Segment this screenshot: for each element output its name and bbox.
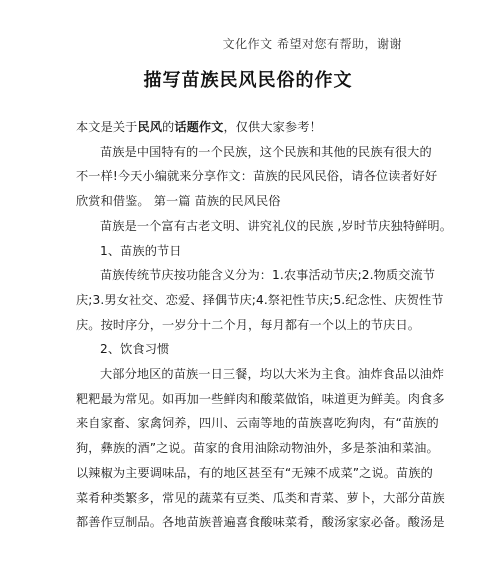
text-line: 2、饮食习惯 <box>100 342 170 357</box>
text-line: 苗族是一个富有古老文明、讲究礼仪的民族 ,岁时节庆独特鲜明。 <box>100 218 452 233</box>
intro-suffix: ，仅供大家参考！ <box>223 120 322 134</box>
text-line: 粑粑最为常见。如再加一些鲜肉和酸菜做馅，味道更为鲜美。肉食多 <box>76 391 445 406</box>
intro-mid: 的 <box>162 120 175 134</box>
paragraph-lines <box>76 140 452 535</box>
header-note: 文化作文 希望对您有帮助，谢谢 <box>222 37 402 51</box>
intro-prefix: 本文是关于 <box>76 120 138 134</box>
intro-topic: 话题作文 <box>174 120 224 134</box>
text-line: 庆。按时序分，一岁分十二个月，每月都有一个以上的节庆日。 <box>76 317 421 332</box>
text-line: 以辣椒为主要调味品，有的地区甚至有“无辣不成菜”之说。苗族的 <box>76 465 433 480</box>
text-line: 欣赏和借鉴。 第一篇 苗族的民风民俗 <box>76 194 281 209</box>
text-line: 大部分地区的苗族一日三餐，均以大米为主食。油炸食品以油炸 <box>100 367 445 382</box>
text-line: 都善作豆制品。各地苗族普遍喜食酸味菜肴，酸汤家家必备。酸汤是 <box>76 515 445 530</box>
text-line: 1、苗族的节日 <box>100 243 182 258</box>
text-line: 狗，彝族的酒”之说。苗家的食用油除动物油外，多是茶油和菜油。 <box>76 441 439 456</box>
intro-line <box>76 115 424 140</box>
text-line: 菜肴种类繁多，常见的蔬菜有豆类、瓜类和青菜、萝卜，大部分苗族 <box>76 490 445 505</box>
text-line: 苗族传统节庆按功能含义分为：1.农事活动节庆;2.物质交流节 <box>100 268 436 283</box>
page-title: 描写苗族民风民俗的作文 <box>143 70 353 91</box>
text-line: 来自家畜、家禽饲养，四川、云南等地的苗族喜吃狗肉，有“苗族的 <box>76 416 439 431</box>
text-line: 苗族是中国特有的一个民族，这个民族和其他的民族有很大的 <box>100 144 432 159</box>
text-line: 庆;3.男女社交、恋爱、择偶节庆;4.祭祀性节庆;5.纪念性、庆贺性节 <box>76 292 444 307</box>
article-body <box>76 115 452 535</box>
text-line: 不一样!今天小编就来分享作文：苗族的民风民俗，请各位读者好好 <box>76 169 438 184</box>
intro-keyword: 民风 <box>137 120 163 134</box>
